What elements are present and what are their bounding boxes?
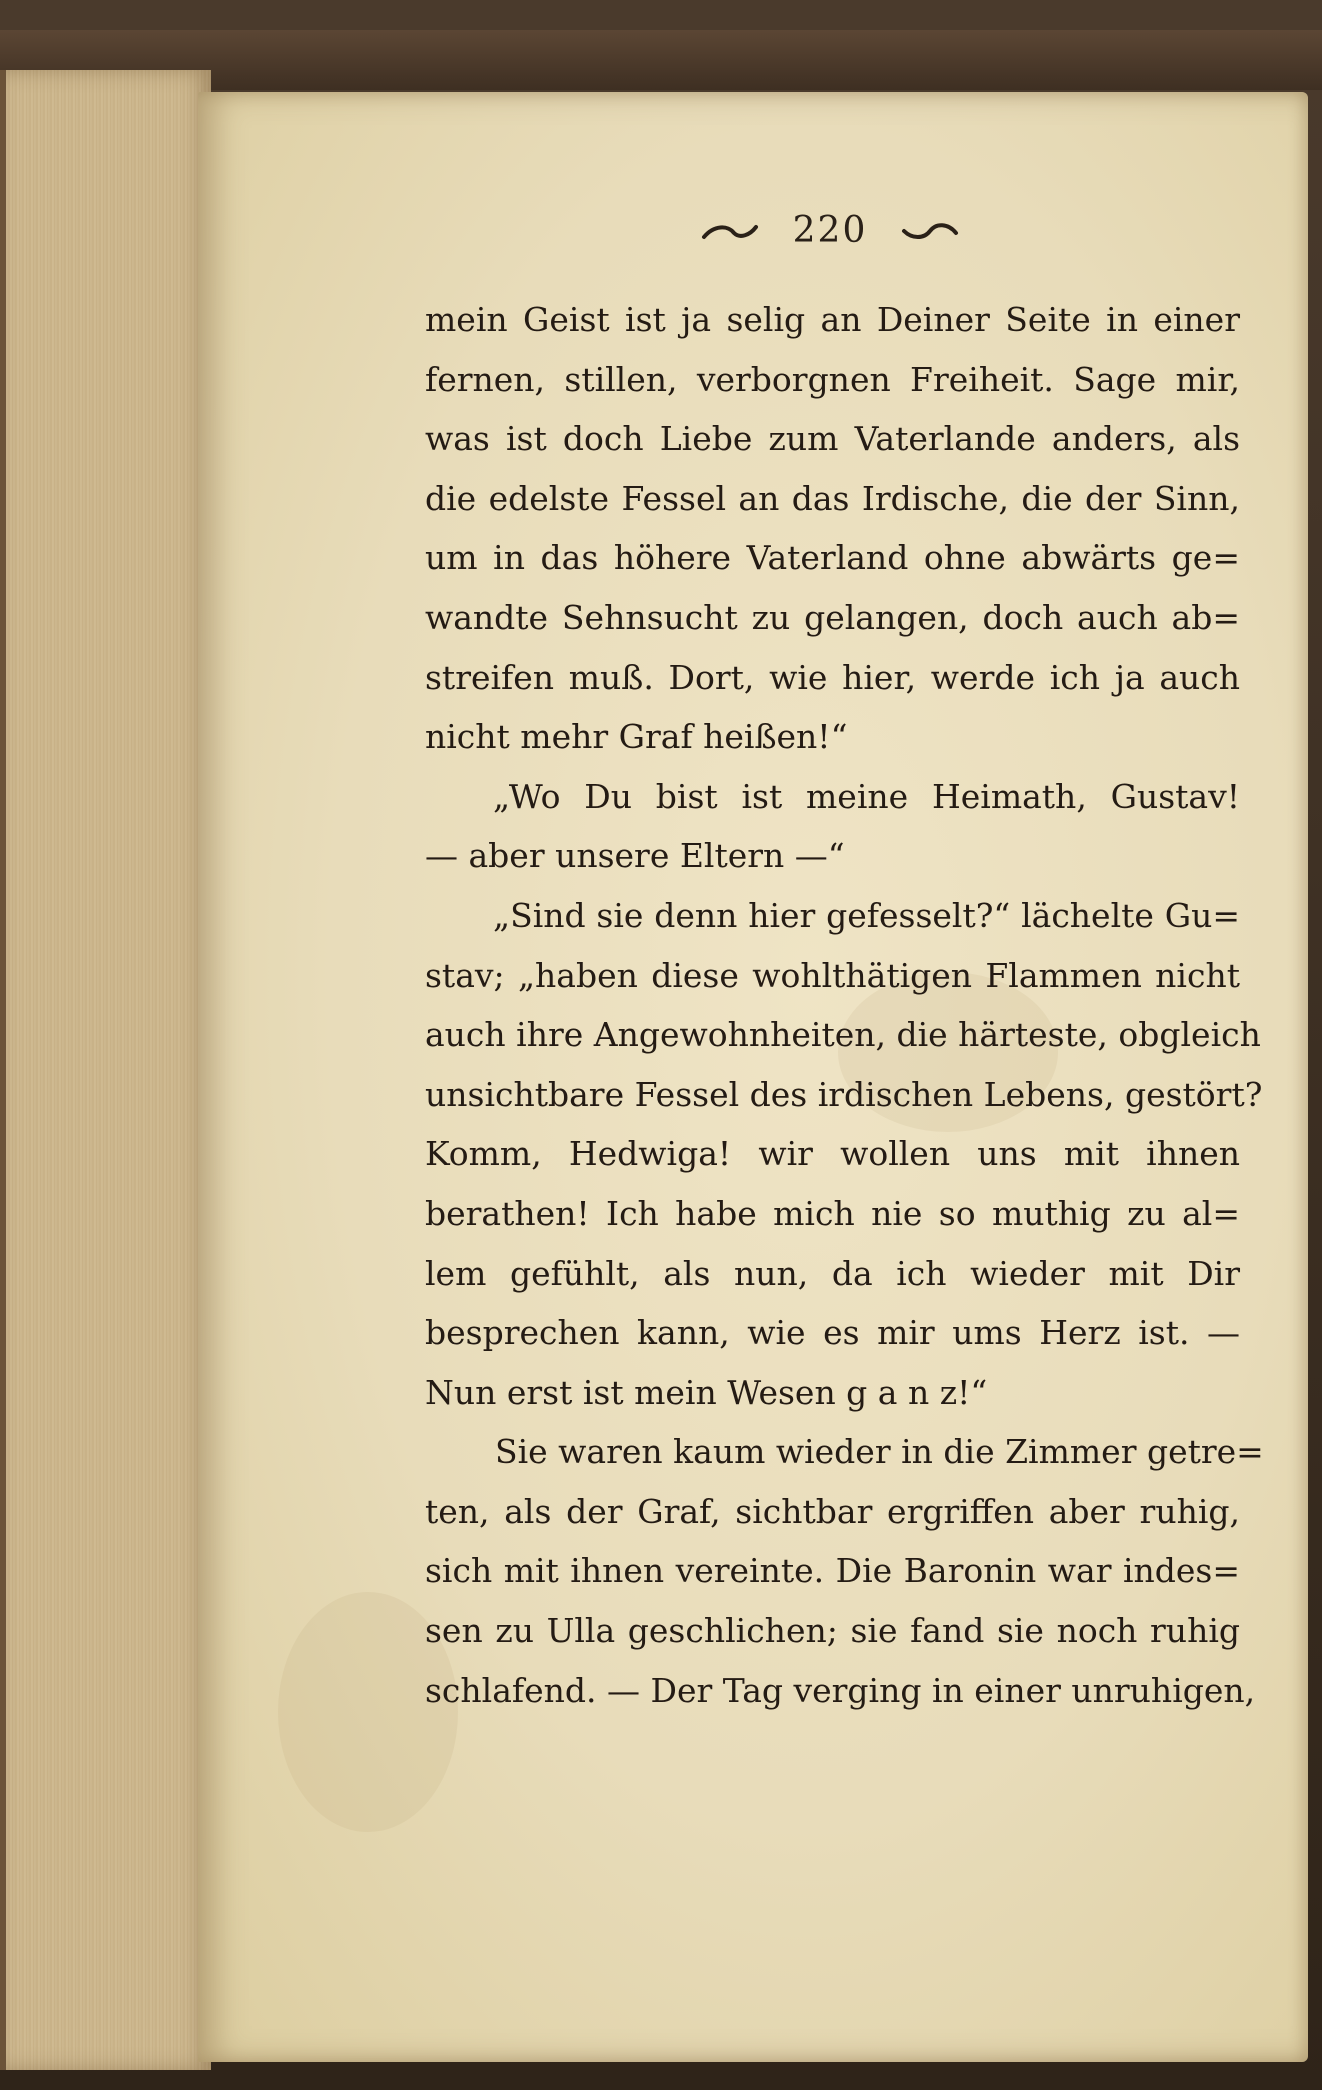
text-line: sen zu Ulla geschlichen; sie fand sie noch ruhig <box>425 1611 1240 1651</box>
text-line: sich mit ihnen vereinte. Die Baronin war indes= <box>425 1551 1240 1591</box>
text-line: besprechen kann, wie es mir ums Herz ist. — <box>425 1313 1240 1353</box>
text-line: Sie waren kaum wieder in die Zimmer getre= <box>495 1432 1264 1472</box>
page-number: 220 <box>792 209 868 251</box>
page-stack-edge <box>0 70 211 2070</box>
text-line: „Sind sie denn hier gefesselt?“ lächelte Gu= <box>493 895 1240 935</box>
text-line: unsichtbare Fessel des irdischen Lebens, gestört? <box>425 1074 1263 1114</box>
text-line: ten, als der Graf, sichtbar ergriffen aber ruhig, <box>425 1491 1240 1531</box>
text-line: um in das höhere Vaterland ohne abwärts ge= <box>425 538 1240 578</box>
text-line: schlafend. — Der Tag verging in einer unruhigen, <box>425 1670 1256 1710</box>
text-line: wandte Sehnsucht zu gelangen, doch auch ab= <box>425 597 1240 637</box>
text-line: berathen! Ich habe mich nie so muthig zu al= <box>425 1193 1240 1233</box>
text-line: „Wo Du bist ist meine Heimath, Gustav! <box>493 776 1240 816</box>
text-line: die edelste Fessel an das Irdische, die der Sinn, <box>425 478 1240 518</box>
text-line: Komm, Hedwiga! wir wollen uns mit ihnen <box>425 1134 1240 1174</box>
text-line: mein Geist ist ja selig an Deiner Seite in einer <box>425 300 1240 339</box>
page-text <box>425 290 1264 1720</box>
text-line: fernen, stillen, verborgnen Freiheit. Sage mir, <box>425 359 1240 399</box>
text-line: was ist doch Liebe zum Vaterlande anders, als <box>425 419 1240 459</box>
text-line: auch ihre Angewohnheiten, die härteste, obgleich <box>425 1015 1261 1055</box>
text-line: — aber unsere Eltern —“ <box>425 836 845 876</box>
right-flourish-icon <box>900 215 960 245</box>
text-line: Nun erst ist mein Wesen g a n z!“ <box>425 1372 988 1412</box>
text-line: nicht mehr Graf heißen!“ <box>425 717 848 757</box>
text-line: lem gefühlt, als nun, da ich wieder mit Dir <box>425 1253 1240 1293</box>
text-line: streifen muß. Dort, wie hier, werde ich ja auch <box>425 657 1240 697</box>
left-flourish-icon <box>700 215 760 245</box>
text-line: stav; „haben diese wohlthätigen Flammen nicht <box>425 955 1240 995</box>
page-header <box>700 205 960 255</box>
